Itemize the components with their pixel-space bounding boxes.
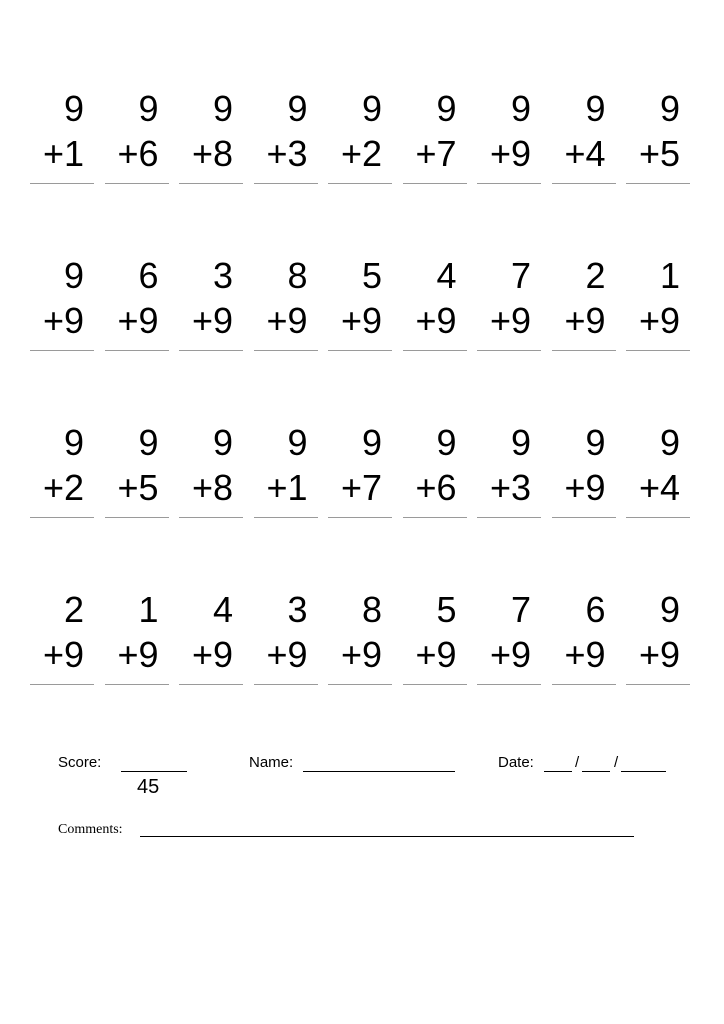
addend-bottom: +2 (340, 133, 382, 174)
addend-bottom: +9 (340, 300, 382, 341)
score-label: Score: (58, 754, 102, 771)
problem (626, 589, 690, 689)
problem (552, 589, 616, 689)
date-day-field[interactable] (582, 771, 610, 772)
problem (403, 422, 467, 522)
addend-bottom: +9 (415, 634, 457, 675)
addend-top: 8 (287, 255, 308, 296)
problem (30, 88, 94, 188)
addend-top: 2 (63, 589, 84, 630)
addend-top: 8 (361, 589, 382, 630)
addend-top: 9 (138, 422, 159, 463)
answer-line[interactable] (552, 350, 616, 351)
addend-top: 9 (212, 422, 233, 463)
addend-top: 9 (63, 255, 84, 296)
addend-bottom: +1 (266, 467, 308, 508)
date-year-field[interactable] (621, 771, 666, 772)
problem (254, 255, 318, 355)
problem (328, 255, 392, 355)
answer-line[interactable] (30, 517, 94, 518)
addend-bottom: +9 (191, 634, 233, 675)
addend-top: 9 (510, 422, 531, 463)
answer-line[interactable] (328, 684, 392, 685)
answer-line[interactable] (552, 517, 616, 518)
answer-line[interactable] (477, 684, 541, 685)
answer-line[interactable] (552, 183, 616, 184)
problem (328, 88, 392, 188)
problem (254, 88, 318, 188)
addend-top: 9 (63, 422, 84, 463)
addend-bottom: +9 (340, 634, 382, 675)
addend-bottom: +9 (117, 300, 159, 341)
problem (30, 422, 94, 522)
problem (552, 422, 616, 522)
answer-line[interactable] (30, 183, 94, 184)
answer-line[interactable] (254, 684, 318, 685)
problem (179, 422, 243, 522)
problem-row-1 (30, 88, 700, 198)
addend-top: 9 (659, 589, 680, 630)
date-separator: / (575, 754, 580, 771)
addend-top: 9 (212, 88, 233, 129)
addend-bottom: +8 (191, 133, 233, 174)
answer-line[interactable] (403, 350, 467, 351)
answer-line[interactable] (30, 350, 94, 351)
addend-bottom: +9 (489, 133, 531, 174)
addend-top: 1 (659, 255, 680, 296)
addend-top: 6 (138, 255, 159, 296)
problem (403, 589, 467, 689)
addend-bottom: +9 (564, 300, 606, 341)
answer-line[interactable] (477, 517, 541, 518)
answer-line[interactable] (626, 350, 690, 351)
addend-top: 9 (585, 88, 606, 129)
answer-line[interactable] (179, 684, 243, 685)
addend-top: 6 (585, 589, 606, 630)
problem (179, 88, 243, 188)
addend-top: 9 (659, 88, 680, 129)
addend-top: 4 (212, 589, 233, 630)
problem (30, 255, 94, 355)
addend-bottom: +9 (191, 300, 233, 341)
addend-bottom: +3 (266, 133, 308, 174)
addend-bottom: +7 (415, 133, 457, 174)
addend-bottom: +3 (489, 467, 531, 508)
name-field[interactable] (303, 771, 455, 772)
answer-line[interactable] (626, 183, 690, 184)
answer-line[interactable] (254, 183, 318, 184)
date-month-field[interactable] (544, 771, 572, 772)
addend-top: 9 (361, 422, 382, 463)
answer-line[interactable] (105, 684, 169, 685)
addend-bottom: +4 (638, 467, 680, 508)
answer-line[interactable] (403, 684, 467, 685)
answer-line[interactable] (626, 517, 690, 518)
addend-bottom: +9 (117, 634, 159, 675)
problem (105, 589, 169, 689)
addend-bottom: +5 (117, 467, 159, 508)
addend-top: 9 (138, 88, 159, 129)
addend-top: 9 (287, 88, 308, 129)
problem-row-2 (30, 255, 700, 365)
addend-bottom: +6 (415, 467, 457, 508)
answer-line[interactable] (254, 517, 318, 518)
problem (328, 422, 392, 522)
date-separator: / (614, 754, 619, 771)
answer-line[interactable] (179, 350, 243, 351)
addend-bottom: +4 (564, 133, 606, 174)
addend-bottom: +9 (638, 300, 680, 341)
addend-top: 5 (361, 255, 382, 296)
problem (552, 255, 616, 355)
addend-bottom: +9 (266, 634, 308, 675)
addend-bottom: +9 (266, 300, 308, 341)
addend-top: 9 (659, 422, 680, 463)
answer-line[interactable] (403, 183, 467, 184)
addend-bottom: +9 (489, 634, 531, 675)
comments-field[interactable] (140, 836, 634, 837)
problem-row-3 (30, 422, 700, 532)
answer-line[interactable] (30, 684, 94, 685)
addend-bottom: +9 (638, 634, 680, 675)
answer-line[interactable] (105, 183, 169, 184)
name-label: Name: (249, 754, 294, 771)
problem (626, 88, 690, 188)
addend-top: 7 (510, 589, 531, 630)
addend-bottom: +9 (564, 467, 606, 508)
answer-line[interactable] (105, 517, 169, 518)
problem (552, 88, 616, 188)
answer-line[interactable] (254, 350, 318, 351)
addend-bottom: +8 (191, 467, 233, 508)
problem (403, 255, 467, 355)
problem (477, 88, 541, 188)
answer-line[interactable] (179, 517, 243, 518)
addend-bottom: +2 (42, 467, 84, 508)
addend-bottom: +9 (42, 634, 84, 675)
problem (105, 255, 169, 355)
problem (105, 422, 169, 522)
answer-line[interactable] (105, 350, 169, 351)
addend-top: 9 (436, 88, 457, 129)
problem (328, 589, 392, 689)
answer-line[interactable] (477, 183, 541, 184)
score-blank[interactable] (121, 771, 187, 772)
problem (626, 255, 690, 355)
problem (477, 255, 541, 355)
problem (626, 422, 690, 522)
problem (179, 255, 243, 355)
addend-top: 2 (585, 255, 606, 296)
problem (403, 88, 467, 188)
answer-line[interactable] (626, 684, 690, 685)
date-label: Date: (498, 754, 534, 771)
addend-top: 3 (287, 589, 308, 630)
answer-line[interactable] (477, 350, 541, 351)
problem (105, 88, 169, 188)
answer-line[interactable] (179, 183, 243, 184)
answer-line[interactable] (328, 183, 392, 184)
addend-top: 7 (510, 255, 531, 296)
addend-bottom: +1 (42, 133, 84, 174)
addend-bottom: +7 (340, 467, 382, 508)
answer-line[interactable] (328, 350, 392, 351)
addend-top: 9 (585, 422, 606, 463)
problem (179, 589, 243, 689)
addend-top: 9 (287, 422, 308, 463)
addend-top: 3 (212, 255, 233, 296)
comments-label: Comments: (58, 822, 123, 837)
addend-top: 4 (436, 255, 457, 296)
addend-bottom: +5 (638, 133, 680, 174)
problem-row-4 (30, 589, 700, 699)
addend-top: 9 (510, 88, 531, 129)
addend-bottom: +9 (415, 300, 457, 341)
addend-bottom: +9 (489, 300, 531, 341)
problem (254, 422, 318, 522)
addend-top: 5 (436, 589, 457, 630)
answer-line[interactable] (403, 517, 467, 518)
score-value: 45 (137, 776, 160, 798)
addend-top: 9 (63, 88, 84, 129)
addend-bottom: +9 (42, 300, 84, 341)
addend-bottom: +9 (564, 634, 606, 675)
problem (477, 589, 541, 689)
answer-line[interactable] (552, 684, 616, 685)
problem (30, 589, 94, 689)
addend-top: 1 (138, 589, 159, 630)
addend-top: 9 (361, 88, 382, 129)
addend-bottom: +6 (117, 133, 159, 174)
answer-line[interactable] (328, 517, 392, 518)
addend-top: 9 (436, 422, 457, 463)
problem (477, 422, 541, 522)
problem (254, 589, 318, 689)
